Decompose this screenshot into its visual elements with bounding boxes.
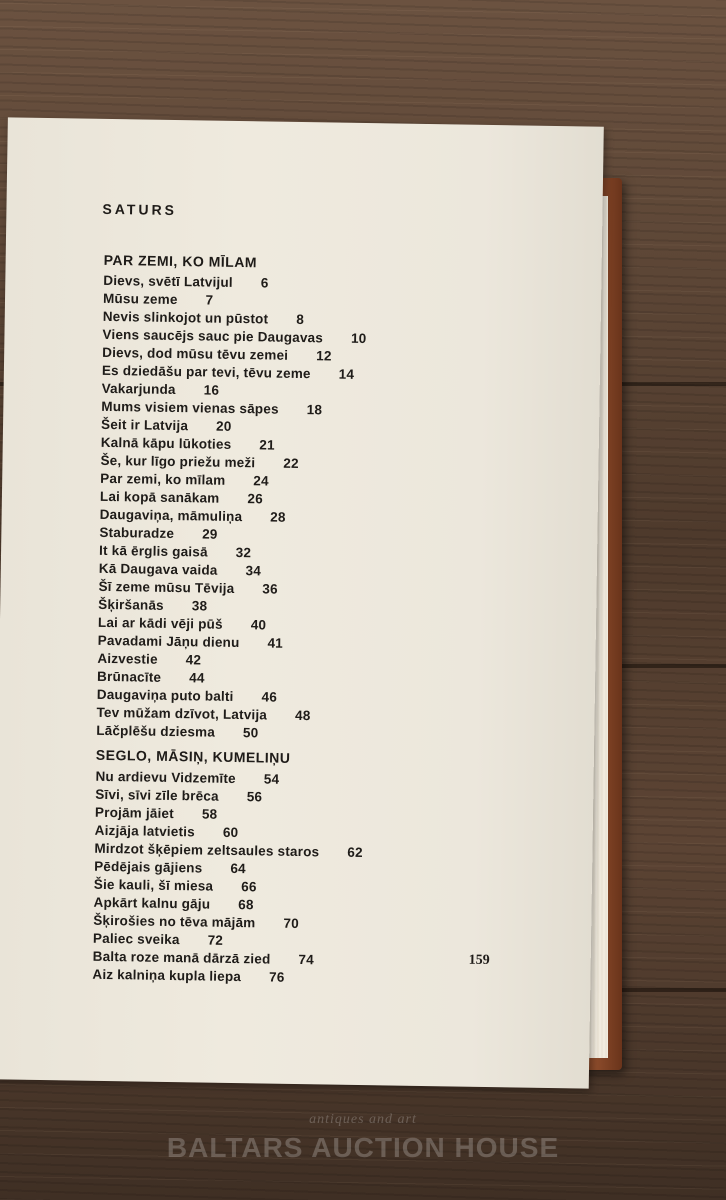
section-title: PAR ZEMI, KO MĪLAM: [103, 251, 258, 271]
watermark-tagline: antiques and art: [309, 1112, 417, 1127]
list-item: Pēdējais gājiens 64: [94, 858, 246, 877]
page-number: 159: [468, 952, 490, 969]
list-item: Dievs, svētī Latvijul 6: [103, 272, 269, 291]
list-item: Lāčplēšu dziesma 50: [96, 722, 259, 741]
list-item: Apkārt kalnu gāju 68: [93, 894, 254, 913]
list-item: Paliec sveika 72: [92, 930, 224, 948]
list-item: Dievs, dod mūsu tēvu zemei 12: [102, 344, 332, 364]
list-item: Par zemi, ko mīlam 24: [100, 470, 269, 489]
list-item: Es dziedāšu par tevi, tēvu zeme 14: [101, 362, 355, 382]
list-item: Kā Daugava vaida 34: [98, 560, 262, 579]
list-item: Aizjāja latvietis 60: [94, 822, 239, 841]
list-item: Sīvi, sīvi zīle brēca 56: [95, 786, 263, 805]
list-item: Šī zeme mūsu Tēvija 36: [98, 578, 278, 597]
list-item: It kā ērglis gaisā 32: [98, 542, 252, 561]
list-item: Projām jāiet 58: [94, 804, 218, 822]
list-item: Tev mūžam dzīvot, Latvija 48: [96, 704, 311, 724]
list-item: Mūsu zeme 7: [102, 290, 214, 308]
list-item: Pavadami Jāņu dienu 41: [97, 632, 284, 651]
list-item: Aiz kalniņa kupla liepa 76: [92, 966, 285, 985]
contents-heading: SATURS: [102, 200, 178, 219]
list-item: Brūnacīte 44: [97, 668, 205, 686]
list-item: Kalnā kāpu lūkoties 21: [100, 434, 275, 453]
list-item: Aizvestie 42: [97, 650, 202, 668]
list-item: Viens saucējs sauc pie Daugavas 10: [102, 326, 367, 347]
list-item: Vakarjunda 16: [101, 380, 220, 398]
list-item: Daugaviņa, māmuliņa 28: [99, 506, 286, 525]
list-item: Nu ardievu Vidzemīte 54: [95, 768, 280, 787]
list-item: Še, kur līgo priežu meži 22: [100, 452, 299, 471]
list-item: Lai kopā sanākam 26: [99, 488, 263, 507]
list-item: Mums visiem vienas sāpes 18: [101, 398, 323, 418]
list-item: Balta roze manā dārzā zied 74: [92, 948, 315, 968]
list-item: Mirdzot šķēpiem zeltsaules staros 62: [94, 840, 363, 861]
list-item: Šie kauli, šī miesa 66: [93, 876, 257, 895]
list-item: Šeit ir Latvija 20: [100, 416, 232, 434]
list-item: Nevis slinkojot un pūstot 8: [102, 308, 305, 328]
section-title: SEGLO, MĀSIŅ, KUMELIŅU: [95, 746, 291, 766]
list-item: Lai ar kādi vēji pūš 40: [97, 614, 267, 633]
book-page: [0, 117, 604, 1088]
list-item: Staburadze 29: [99, 524, 218, 542]
list-item: Šķirošies no tēva mājām 70: [93, 912, 299, 932]
list-item: Daugaviņa puto balti 46: [96, 686, 278, 705]
list-item: Šķiršanās 38: [98, 596, 208, 614]
watermark-logo: BALTARS AUCTION HOUSE: [166, 1132, 560, 1163]
